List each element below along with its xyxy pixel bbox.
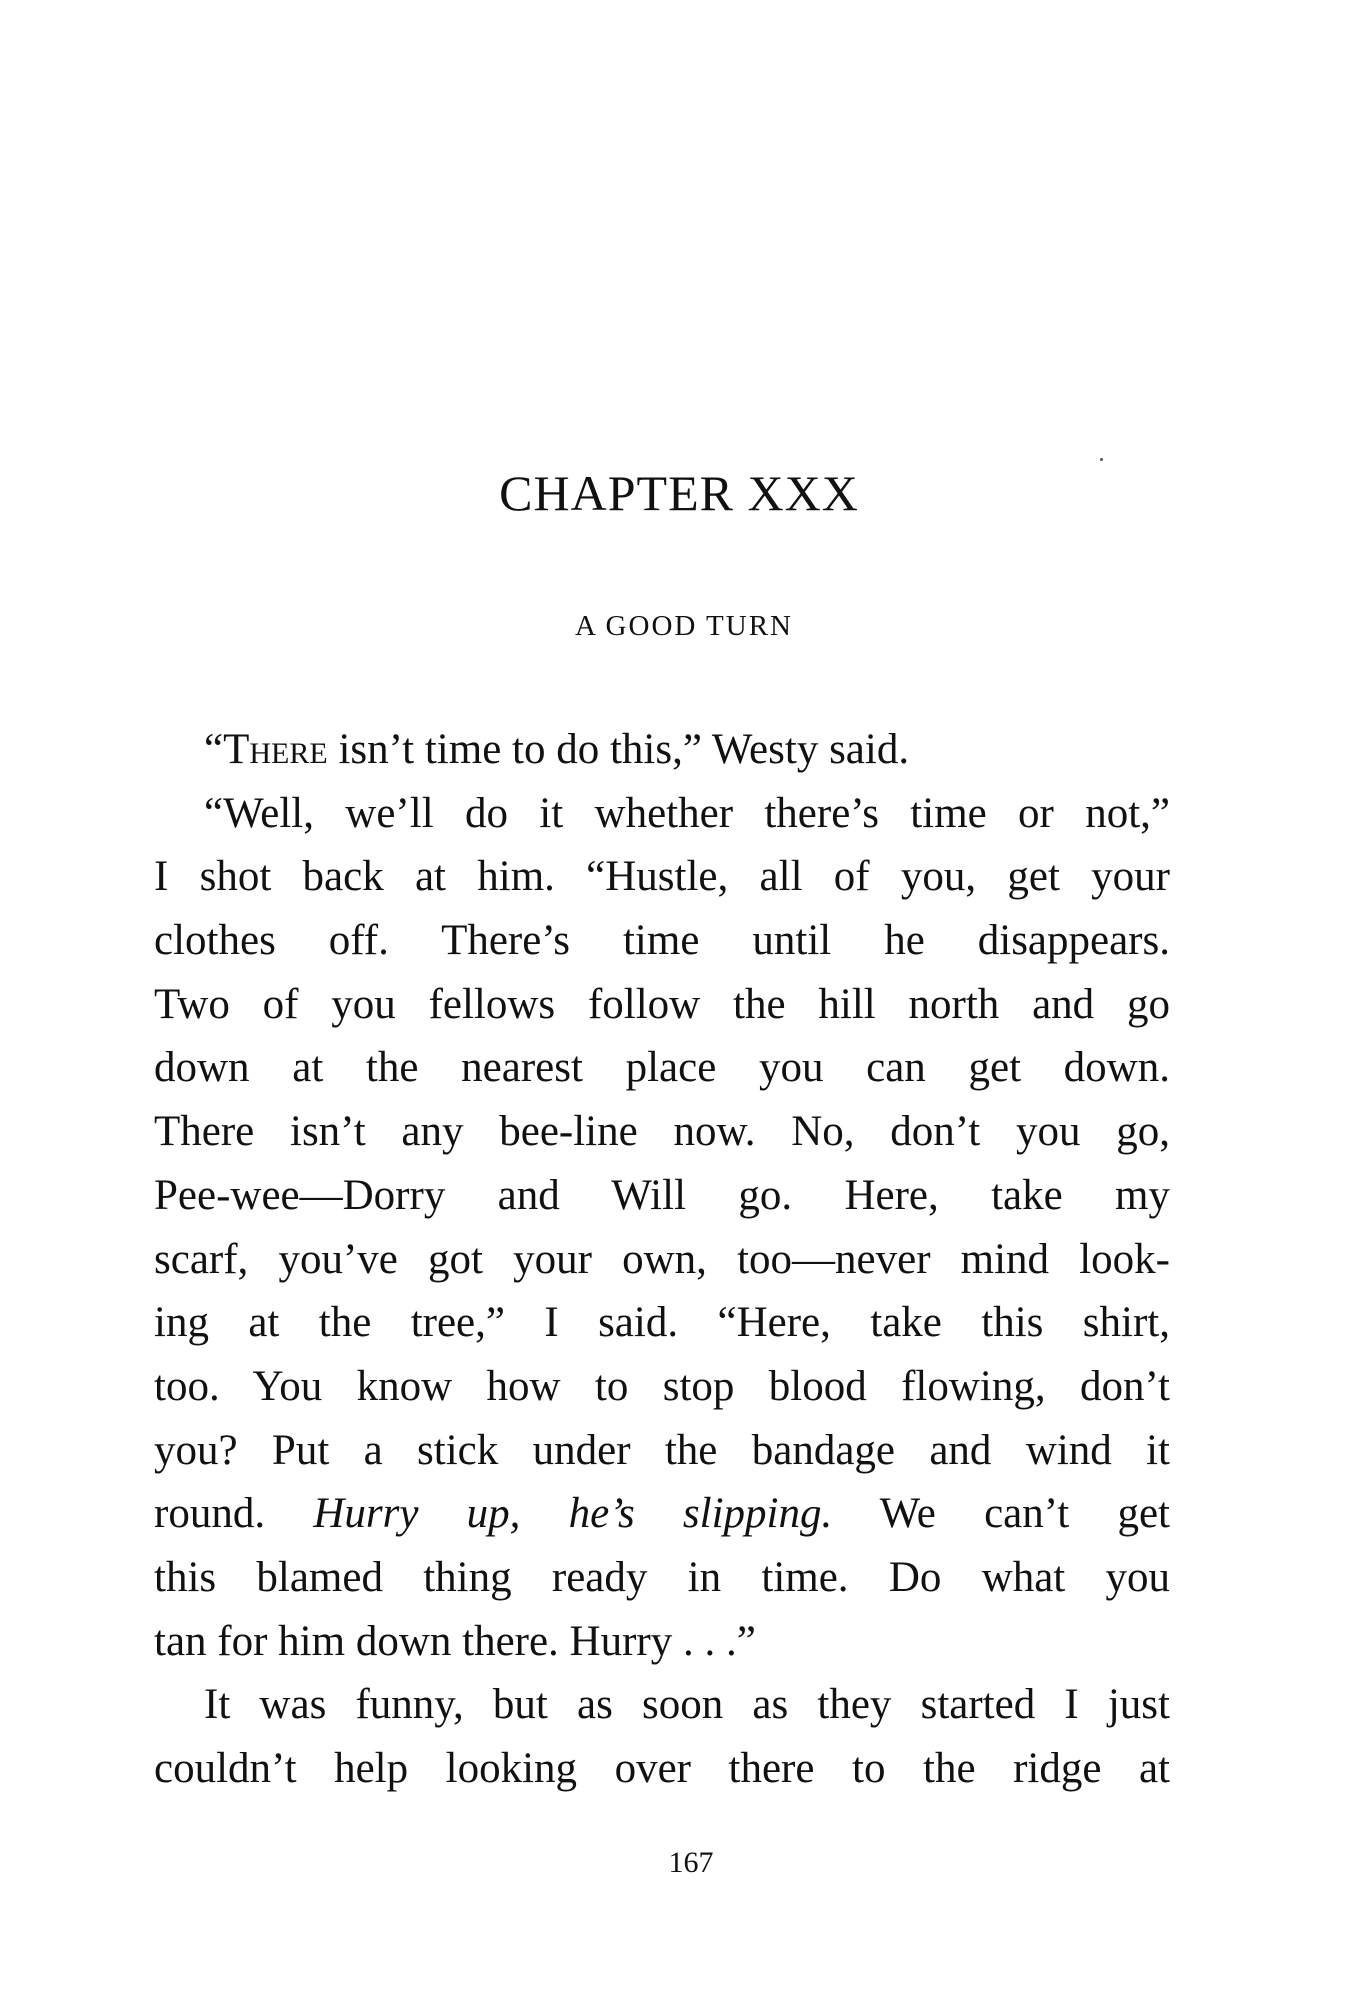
text-run: I shot back at him. “Hustle, all of you, get your xyxy=(154,853,1170,901)
text-line xyxy=(154,1610,1170,1674)
text-run: down at the nearest place you can get down. xyxy=(154,1044,1170,1092)
chapter-heading: CHAPTER XXX xyxy=(499,465,859,521)
text-line xyxy=(154,1482,1170,1546)
text-run: Two of you fellows follow the hill north and go xyxy=(154,980,1170,1028)
text-line xyxy=(154,1228,1170,1292)
italic-text: Hurry up, he’s slipping. xyxy=(313,1490,833,1538)
page-number: 167 xyxy=(668,1846,714,1879)
text-run: you? Put a stick under the bandage and wind it xyxy=(154,1426,1170,1474)
text-line xyxy=(154,909,1170,973)
text-run: It was funny, but as soon as they started I just xyxy=(204,1681,1170,1729)
text-line xyxy=(154,1673,1170,1737)
text-run: couldn’t help looking over there to the ridge at xyxy=(154,1745,1170,1792)
text-run: clothes off. There’s time until he disappears. xyxy=(154,917,1170,965)
text-run: round. xyxy=(154,1490,314,1538)
smallcaps-text: There xyxy=(223,726,328,773)
text-line xyxy=(154,782,1170,846)
text-line xyxy=(154,1546,1170,1610)
text-run: “ xyxy=(204,726,224,773)
text-line xyxy=(154,1737,1170,1801)
text-run: We can’t get xyxy=(832,1490,1170,1538)
text-line xyxy=(154,718,1170,782)
text-line xyxy=(154,1164,1170,1228)
text-line xyxy=(154,1036,1170,1100)
text-line xyxy=(154,973,1170,1037)
text-run: tan for him down there. Hurry . . .” xyxy=(154,1617,756,1665)
text-run: ing at the tree,” I said. “Here, take this shirt, xyxy=(154,1299,1170,1347)
text-run: scarf, you’ve got your own, too—never mind look- xyxy=(154,1235,1170,1283)
text-run: this blamed thing ready in time. Do what you xyxy=(154,1553,1170,1601)
text-line xyxy=(154,1419,1170,1483)
text-line xyxy=(154,1100,1170,1164)
text-run: “Well, we’ll do it whether there’s time or not,” xyxy=(204,789,1170,837)
text-run: too. You know how to stop blood flowing, don’t xyxy=(154,1362,1170,1410)
text-line xyxy=(154,1355,1170,1419)
text-run: isn’t time to do this,” Westy said. xyxy=(327,726,910,773)
body-text xyxy=(154,718,1170,1801)
print-speck xyxy=(1100,458,1103,461)
text-line xyxy=(154,845,1170,909)
text-run: There isn’t any bee-line now. No, don’t you go, xyxy=(154,1108,1170,1156)
text-line xyxy=(154,1291,1170,1355)
chapter-subtitle: A GOOD TURN xyxy=(574,610,794,642)
text-run: Pee-wee—Dorry and Will go. Here, take my xyxy=(154,1171,1170,1219)
